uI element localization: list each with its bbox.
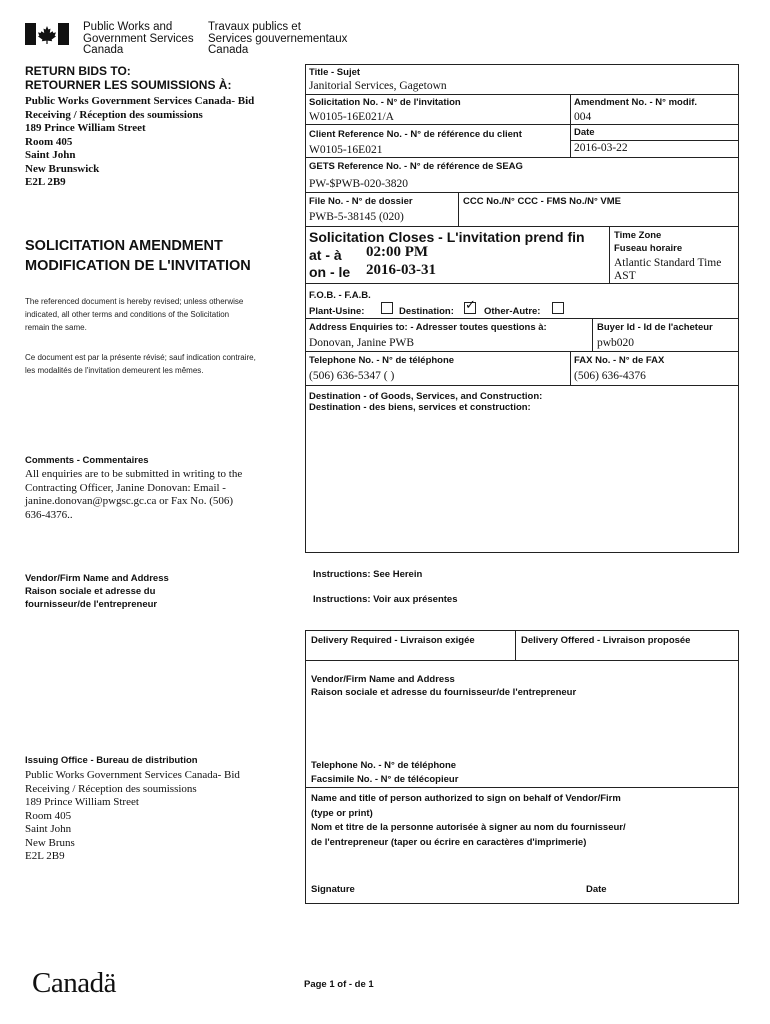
amendment-no-label: Amendment No. - N° modif.: [574, 97, 698, 108]
plant-label: Plant-Usine:: [309, 306, 365, 317]
phone-value: (506) 636-5347 ( ): [309, 370, 395, 382]
issuing-office-address: Public Works Government Services Canada- Bid Receiving / Réception des soumissions 189 Prince William Street Room 405 Saint John New Bruns E2L 2B9: [25, 769, 240, 862]
on-label: on - le: [309, 264, 351, 280]
solicitation-no-label: Solicitation No. - N° de l'invitation: [309, 97, 461, 108]
time-zone-label: Time Zone Fuseau horaire: [614, 230, 683, 254]
vendor-left-label: Vendor/Firm Name and Address Raison sociale et adresse du fournisseur/de l'entrepreneur: [25, 573, 169, 610]
enquiries-label: Address Enquiries to: - Adresser toutes questions à:: [309, 322, 547, 333]
page-number: Page 1 of - de 1: [304, 979, 374, 990]
vendor-fax-label: Facsimile No. - N° de télécopieur: [311, 774, 459, 785]
file-no-label: File No. - N° de dossier: [309, 196, 413, 207]
destination-label: Destination:: [399, 306, 454, 317]
signature-date-label: Date: [586, 884, 607, 895]
fax-label: FAX No. - N° de FAX: [574, 355, 665, 366]
canada-flag-icon: [25, 23, 69, 45]
amendment-note-en: The referenced document is hereby revised; unless otherwise indicated, all other terms and conditions of the Solicitation remain the same.: [25, 297, 244, 332]
instructions-en: Instructions: See Herein: [313, 569, 423, 580]
amendment-title: SOLICITATION AMENDMENT MODIFICATION DE L'INVITATION: [25, 238, 251, 274]
delivery-offered-label: Delivery Offered - Livraison proposée: [521, 635, 691, 646]
fax-value: (506) 636-4376: [574, 370, 646, 382]
client-ref-value: W0105-16E021: [309, 144, 383, 156]
amendment-no-value: 004: [574, 111, 592, 123]
buyer-id-label: Buyer Id - Id de l'acheteur: [597, 322, 713, 333]
close-time-value: 02:00 PM: [366, 244, 429, 260]
fob-label: F.O.B. - F.A.B.: [309, 290, 371, 301]
authorized-person-label: Name and title of person authorized to sign on behalf of Vendor/Firm (type or print) Nom et titre de la personne autorisée à signer au nom du fournisseur/ de l'entrepreneur (taper ou écrire en caractères d'imprimerie): [311, 793, 626, 848]
destination-goods-label: Destination - of Goods, Services, and Construction: Destination - des biens, services et construction:: [309, 391, 543, 413]
close-date-value: 2016-03-31: [366, 262, 436, 278]
instructions-fr: Instructions: Voir aux présentes: [313, 594, 458, 605]
time-zone-value: Atlantic Standard Time AST: [614, 257, 722, 282]
solicitation-no-value: W0105-16E021/A: [309, 111, 394, 123]
other-label: Other-Autre:: [484, 306, 541, 317]
date-label: Date: [574, 127, 595, 138]
title-label: Title - Sujet: [309, 67, 361, 78]
comments-text: All enquiries are to be submitted in writing to the Contracting Officer, Janine Donovan: Email - janine.donovan@pwgsc.gc.ca or Fax No. (506) 636-4376..: [25, 468, 243, 521]
return-bids-title: RETURN BIDS TO: RETOURNER LES SOUMISSIONS À:: [25, 64, 232, 92]
other-checkbox[interactable]: [552, 302, 564, 314]
return-bids-address: Public Works Government Services Canada- Bid Receiving / Réception des soumissions 189 Prince William Street Room 405 Saint John New Brunswick E2L 2B9: [25, 95, 255, 188]
vendor-name-label: Vendor/Firm Name and Address Raison sociale et adresse du fournisseur/de l'entrepreneur: [311, 674, 577, 698]
date-value: 2016-03-22: [574, 142, 628, 154]
gets-ref-value: PW-$PWB-020-3820: [309, 178, 409, 190]
vendor-phone-label: Telephone No. - N° de téléphone: [311, 760, 457, 771]
checkmark-icon: ✓: [465, 298, 476, 313]
at-label: at - à: [309, 247, 342, 263]
comments-label: Comments - Commentaires: [25, 455, 149, 466]
title-value: Janitorial Services, Gagetown: [309, 80, 447, 92]
issuing-office-label: Issuing Office - Bureau de distribution: [25, 755, 198, 766]
gets-ref-label: GETS Reference No. - N° de référence de SEAG: [309, 161, 523, 172]
enquiries-value: Donovan, Janine PWB: [309, 337, 415, 349]
dept-name-fr: Travaux publics et Services gouvernementaux Canada: [208, 21, 348, 56]
amendment-note-fr: Ce document est par la présente révisé; sauf indication contraire, les modalités de l'invitation demeurent les mêmes.: [25, 353, 256, 375]
delivery-required-label: Delivery Required - Livraison exigée: [311, 635, 475, 646]
phone-label: Telephone No. - N° de téléphone: [309, 355, 455, 366]
buyer-id-value: pwb020: [597, 337, 635, 349]
plant-checkbox[interactable]: [381, 302, 393, 314]
file-no-value: PWB-5-38145 (020): [309, 211, 404, 223]
canada-wordmark: Canadä: [32, 967, 116, 999]
signature-label: Signature: [311, 884, 355, 895]
client-ref-label: Client Reference No. - N° de référence du client: [309, 129, 522, 140]
solicitation-closes-title: Solicitation Closes - L'invitation prend fin: [309, 229, 585, 245]
dept-name-en: Public Works and Government Services Canada: [83, 21, 194, 56]
ccc-no-label: CCC No./N° CCC - FMS No./N° VME: [463, 196, 622, 207]
